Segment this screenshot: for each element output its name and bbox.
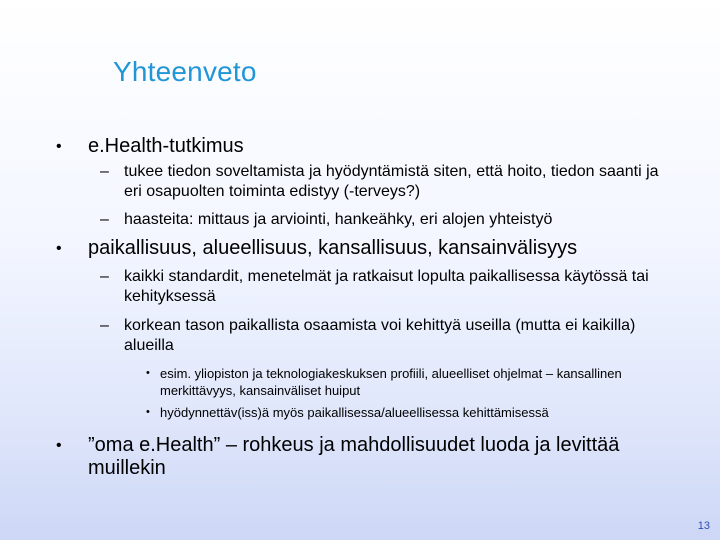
page-number: 13 [697, 520, 710, 532]
bullet-marker: • [56, 240, 62, 257]
sub-bullet-text: haasteita: mittaus ja arviointi, hankeähky, eri alojen yhteistyö [124, 211, 553, 228]
bullet-marker: • [56, 437, 62, 454]
sub-bullet-text: korkean tason paikallista osaamista voi kehittyä useilla (mutta ei kaikilla) alueilla [124, 317, 636, 354]
sub-bullet-text: tukee tiedon soveltamista ja hyödyntämistä siten, että hoito, tiedon saanti ja eri osapuolten toiminta edistyy (-terveys?) [124, 163, 659, 200]
bullet-marker: • [56, 138, 62, 155]
dash-marker: – [100, 163, 109, 180]
bullet-marker: • [146, 367, 150, 379]
dash-marker: – [100, 268, 109, 285]
bullet-text: e.Health-tutkimus [88, 135, 244, 157]
sub-sub-bullet-text: hyödynnettäv(iss)ä myös paikallisessa/alueellisessa kehittämisessä [160, 405, 549, 420]
sub-sub-bullet-text: esim. yliopiston ja teknologiakeskuksen profiili, alueelliset ohjelmat – kansallinen merkittävyys, kansainväliset huiput [160, 366, 622, 398]
dash-marker: – [100, 317, 109, 334]
slide-title: Yhteenveto [113, 56, 257, 87]
bullet-text: paikallisuus, alueellisuus, kansallisuus, kansainvälisyys [88, 237, 578, 259]
bullet-text: ”oma e.Health” – rohkeus ja mahdollisuudet luoda ja levittää muillekin [88, 434, 620, 479]
bullet-marker: • [146, 406, 150, 418]
sub-bullet-text: kaikki standardit, menetelmät ja ratkaisut lopulta paikallisessa käytössä tai kehityksessä [124, 268, 649, 305]
dash-marker: – [100, 211, 109, 228]
